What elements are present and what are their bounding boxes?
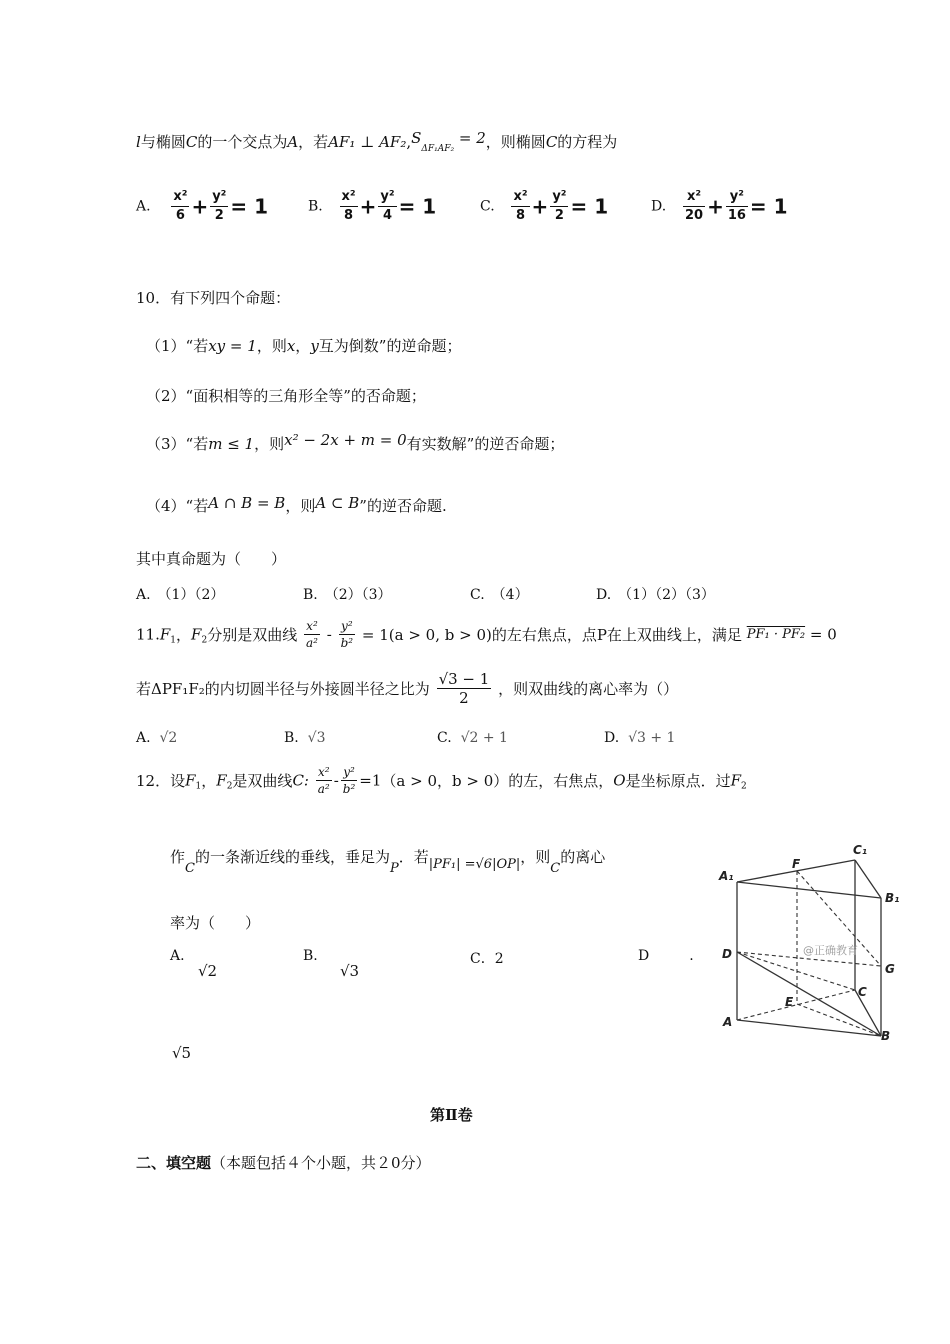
q9-cond-perp: AF₁ ⊥ AF₂ [328, 133, 407, 151]
option-value: √3 [307, 730, 326, 746]
option-value: √3 [340, 962, 360, 980]
ratio-fraction [437, 670, 492, 707]
q9-point-a: A [287, 133, 299, 151]
equation-rhs: = 1 [570, 194, 609, 219]
numerator: y² [341, 764, 358, 781]
numerator: y² [210, 188, 228, 207]
curve-c: C [185, 861, 195, 876]
option-label: C. [480, 198, 495, 215]
fraction-x [304, 618, 320, 651]
text: （a > 0，b > 0）的左，右焦点， [381, 772, 614, 790]
subscript: 1 [170, 635, 177, 646]
fraction [683, 188, 705, 225]
text: 是双曲线 [232, 772, 293, 790]
focus-f1: F [159, 625, 171, 644]
label-b1: B₁ [885, 891, 900, 905]
q9-text-1: 与椭圆 [140, 133, 186, 151]
q10-proposition-2: （2）“面积相等的三角形全等”的否命题； [146, 387, 426, 405]
text: 的一条渐近线的垂线，垂足为 [194, 848, 390, 866]
option-label: D. [604, 730, 620, 746]
section-title: 二、填空题 [136, 1154, 212, 1172]
prism-figure [715, 838, 915, 1048]
numerator: y² [726, 188, 748, 207]
label-a: A [723, 1015, 733, 1029]
denominator: b² [342, 782, 356, 796]
denominator: 2 [214, 208, 224, 223]
numerator: √3 − 1 [438, 670, 490, 688]
option-label: A. [136, 730, 151, 746]
denominator: 8 [515, 208, 526, 223]
section-heading [136, 1152, 431, 1173]
option-value: √2 + 1 [460, 730, 508, 746]
q9-text-3: ，若 [298, 133, 329, 151]
plus-sign: + [359, 194, 377, 219]
q11-stem-line2 [136, 670, 678, 714]
text: 是坐标原点．过 [625, 772, 731, 790]
q10-option-d[interactable]: D. （1）（2）（3） [596, 587, 715, 603]
denominator: a² [317, 782, 330, 796]
q10-question: 其中真命题为（ ） [136, 550, 287, 568]
q10-option-c[interactable]: C. （4） [470, 587, 529, 603]
denominator: b² [340, 636, 354, 650]
curve-c: C: [292, 771, 309, 790]
q9-option-c[interactable] [480, 188, 608, 225]
question-number: 11. [136, 625, 160, 644]
text: ，则 [254, 435, 285, 453]
text: ， [176, 626, 192, 644]
equation-rhs: = 1 [398, 194, 437, 219]
focus-f2: F [191, 625, 202, 644]
q11-option-a[interactable] [136, 730, 177, 746]
text: 互为倒数”的逆命题； [318, 337, 462, 355]
fraction [340, 188, 358, 225]
text: ，则 [256, 337, 287, 355]
math-expr: xy = 1 [208, 337, 257, 355]
subscript: 1 [195, 781, 202, 792]
q11-option-c[interactable] [437, 730, 508, 746]
section-note: （本题包括４个小题，共２0分） [211, 1154, 431, 1172]
fraction [550, 188, 568, 225]
focus-f1: F [185, 771, 196, 790]
numerator: x² [683, 188, 705, 207]
q9-stem-line: l与椭圆C的一个交点为A，若AF₁ ⊥ $AF_2,S_{\Delta F_1AF_2} = 2$，则椭圆C的方程为 [136, 129, 618, 154]
subscript: 2 [741, 781, 747, 792]
fraction [378, 188, 396, 225]
q9-area-sub: ΔF₁AF₂ [421, 144, 455, 154]
text: ，则双曲线的离心率为（） [498, 680, 679, 698]
denominator: 16 [727, 208, 746, 223]
text: = 1(a > 0, b > 0)的左右焦点，点P在上双曲线上，满足 [361, 626, 742, 644]
text: 若ΔPF₁F₂的内切圆半径与外接圆半径之比为 [136, 680, 430, 698]
q9-text-4: ，则椭圆 [485, 133, 546, 151]
fraction-x [316, 764, 332, 797]
q9-ellipse-c: C [185, 133, 198, 151]
text: ， [201, 772, 217, 790]
label-e: E [785, 995, 794, 1009]
math-expr: y [310, 337, 319, 355]
focus-f2: F [216, 771, 227, 790]
q10-proposition-4 [146, 495, 447, 516]
q12-stem-line1 [136, 764, 747, 808]
plus-sign: + [531, 194, 549, 219]
part-title: 第Ⅱ卷 [430, 1106, 473, 1124]
q10-proposition-3 [146, 433, 564, 454]
denominator: 2 [554, 208, 564, 223]
label-c: C [858, 985, 867, 999]
denominator: 6 [175, 208, 185, 223]
label-b: B [881, 1029, 891, 1043]
text: ．若 [398, 848, 429, 866]
focus-f2: F [730, 771, 742, 790]
text: ，则 [285, 497, 316, 515]
equation-rhs: = 1 [749, 194, 788, 219]
label-g: G [885, 962, 895, 976]
q9-text-5: 的方程为 [557, 133, 618, 151]
fraction [171, 188, 189, 225]
q11-stem-line1 [136, 618, 837, 662]
text: = 0 [809, 625, 837, 644]
fraction [210, 188, 228, 225]
text: 12．设 [136, 772, 186, 790]
option-label: D [638, 948, 650, 964]
equals: =1 [359, 771, 382, 790]
numerator: x² [511, 188, 529, 207]
q12-option-d[interactable] [638, 948, 694, 964]
q9-option-b[interactable] [308, 188, 436, 225]
math-expr: x [286, 337, 296, 355]
q10-option-b[interactable]: B. （2）（3） [303, 587, 392, 603]
q9-text-2: 的一个交点为 [197, 133, 288, 151]
label-d: D [722, 947, 732, 961]
foot-p: P [389, 861, 399, 876]
numerator: x² [304, 618, 320, 635]
q10-proposition-1 [146, 335, 461, 356]
plus-sign: + [707, 194, 724, 219]
fraction-y [341, 764, 358, 797]
denominator: 8 [344, 208, 354, 223]
q9-ellipse-c2: C [545, 133, 558, 151]
text: （4）“若 [146, 497, 209, 515]
q12-option-a[interactable] [170, 948, 218, 980]
q9-option-a[interactable] [136, 188, 268, 225]
watermark: @正确教育 [803, 944, 858, 957]
math-expr: x² − 2x + m = 0 [284, 431, 407, 449]
q11-option-d[interactable] [604, 730, 675, 746]
text: 分别是双曲线 [207, 626, 298, 644]
q12-option-b[interactable] [303, 948, 360, 980]
numerator: y² [550, 188, 568, 207]
denominator: 4 [382, 208, 392, 223]
numerator: x² [171, 188, 189, 207]
text: ，则 [520, 848, 551, 866]
vector-product: PF₁ · PF₂ [746, 627, 806, 642]
option-value: √3 + 1 [628, 730, 676, 746]
option-label: B. [303, 948, 318, 964]
label-f: F [792, 857, 801, 871]
q9-area-s: S [411, 129, 422, 147]
q9-area-value: = 2 [458, 129, 486, 147]
option-value: √2 [198, 962, 218, 980]
text: 有实数解”的逆否命题； [406, 435, 565, 453]
text: 作 [170, 848, 186, 866]
fraction [511, 188, 529, 225]
text: ”的逆否命题. [359, 497, 447, 515]
denominator: 20 [684, 208, 704, 223]
q12-stem-line2 [170, 846, 605, 880]
text: ， [295, 337, 311, 355]
q12-stem-line3: 率为（ ） [170, 914, 261, 932]
curve-c: C [550, 861, 561, 876]
option-value: √2 [159, 730, 178, 746]
numerator: y² [339, 618, 356, 635]
fraction [726, 188, 748, 225]
q9-option-d[interactable] [651, 188, 788, 225]
text: （3）“若 [146, 435, 209, 453]
text: 的离心 [560, 848, 606, 866]
label-c1: C₁ [853, 843, 868, 857]
origin-o: O [613, 771, 626, 790]
numerator: y² [378, 188, 396, 207]
q12-option-d-value: √5 [172, 1044, 192, 1062]
q12-option-c[interactable]: C．2 [470, 951, 504, 967]
numerator: x² [316, 764, 332, 781]
fraction-y [339, 618, 356, 651]
denominator: a² [305, 636, 318, 650]
option-label: A. [170, 948, 185, 964]
minus-sign: - [326, 625, 332, 644]
option-label: D. [651, 198, 667, 215]
option-label: C. [437, 730, 452, 746]
option-label: B. [284, 730, 299, 746]
option-label: A. [136, 198, 151, 215]
equation-rhs: = 1 [230, 194, 269, 219]
q9-line-l: l [136, 133, 141, 151]
subscript: 2 [201, 635, 208, 646]
plus-sign: + [191, 194, 209, 219]
option-label: B. [308, 198, 323, 215]
numerator: x² [340, 188, 358, 207]
text: （1）“若 [146, 337, 209, 355]
denominator: 2 [459, 689, 469, 707]
math-expr: A ∩ B = B [208, 494, 286, 512]
subscript: 2 [226, 781, 233, 792]
label-a1: A₁ [719, 869, 734, 883]
condition: |PF₁| =√6|OP| [428, 857, 521, 872]
minus-sign: - [333, 771, 339, 790]
q11-option-b[interactable] [284, 730, 325, 746]
math-expr: m ≤ 1 [208, 435, 255, 453]
q10-stem: 10．有下列四个命题： [136, 289, 291, 307]
q10-option-a[interactable]: A. （1）（2） [136, 587, 225, 603]
math-expr: A ⊂ B [315, 494, 360, 512]
option-dot: . [689, 948, 694, 964]
